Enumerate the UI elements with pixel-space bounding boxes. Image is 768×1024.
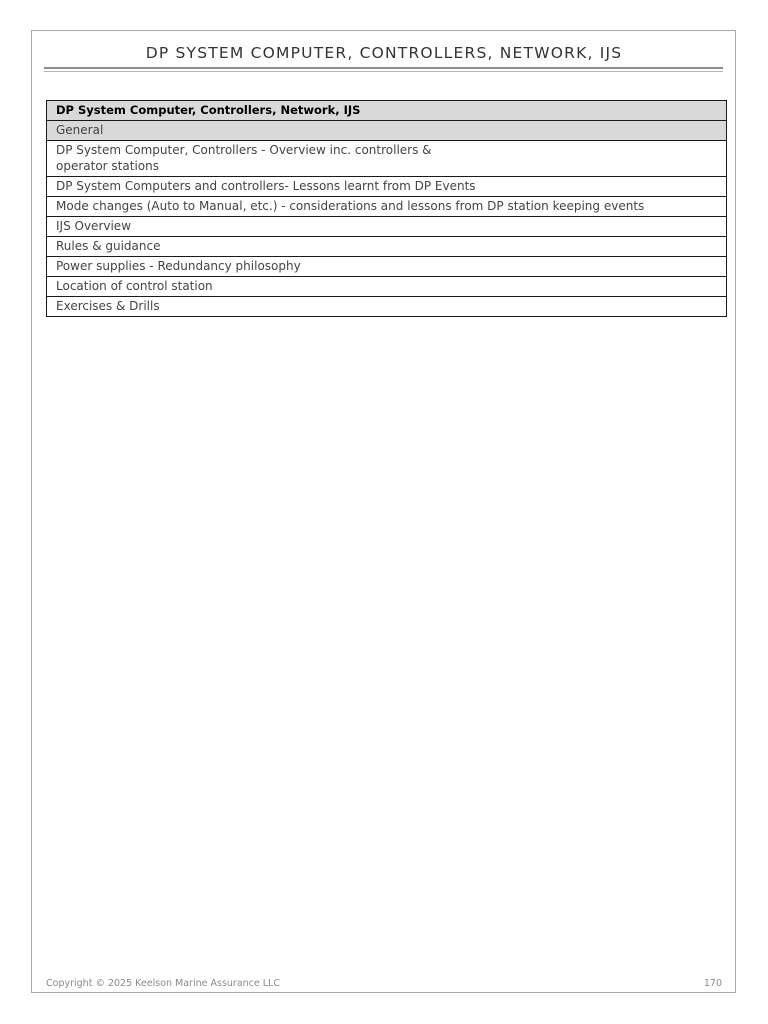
table-cell: IJS Overview <box>47 217 727 237</box>
title-rule-thin <box>44 71 723 72</box>
topic-table <box>46 100 727 317</box>
table-section-label: General <box>47 121 727 141</box>
table-cell: Location of control station <box>47 277 727 297</box>
table-row <box>47 277 727 297</box>
table-cell-text: DP System Computer, Controllers - Overview inc. controllers & operator stations <box>56 143 432 173</box>
table-row <box>47 217 727 237</box>
table-header-row <box>47 101 727 121</box>
table-row <box>47 197 727 217</box>
table-row <box>47 237 727 257</box>
footer-page-number: 170 <box>703 978 722 989</box>
table-cell: Rules & guidance <box>47 237 727 257</box>
table-section-row <box>47 121 727 141</box>
table-heading: DP System Computer, Controllers, Network, IJS <box>47 101 727 121</box>
table-cell: Power supplies - Redundancy philosophy <box>47 257 727 277</box>
table-cell: Mode changes (Auto to Manual, etc.) - considerations and lessons from DP station keeping events <box>47 197 727 217</box>
table-cell <box>47 141 727 177</box>
table-cell: DP System Computers and controllers- Lessons learnt from DP Events <box>47 177 727 197</box>
page-title: DP SYSTEM COMPUTER, CONTROLLERS, NETWORK, IJS <box>145 44 623 62</box>
table-row <box>47 177 727 197</box>
title-rule <box>44 67 723 69</box>
table-row <box>47 257 727 277</box>
footer-copyright: Copyright © 2025 Keelson Marine Assurance LLC <box>46 978 280 989</box>
table-cell: Exercises & Drills <box>47 297 727 317</box>
table-row <box>47 141 727 177</box>
table-row <box>47 297 727 317</box>
